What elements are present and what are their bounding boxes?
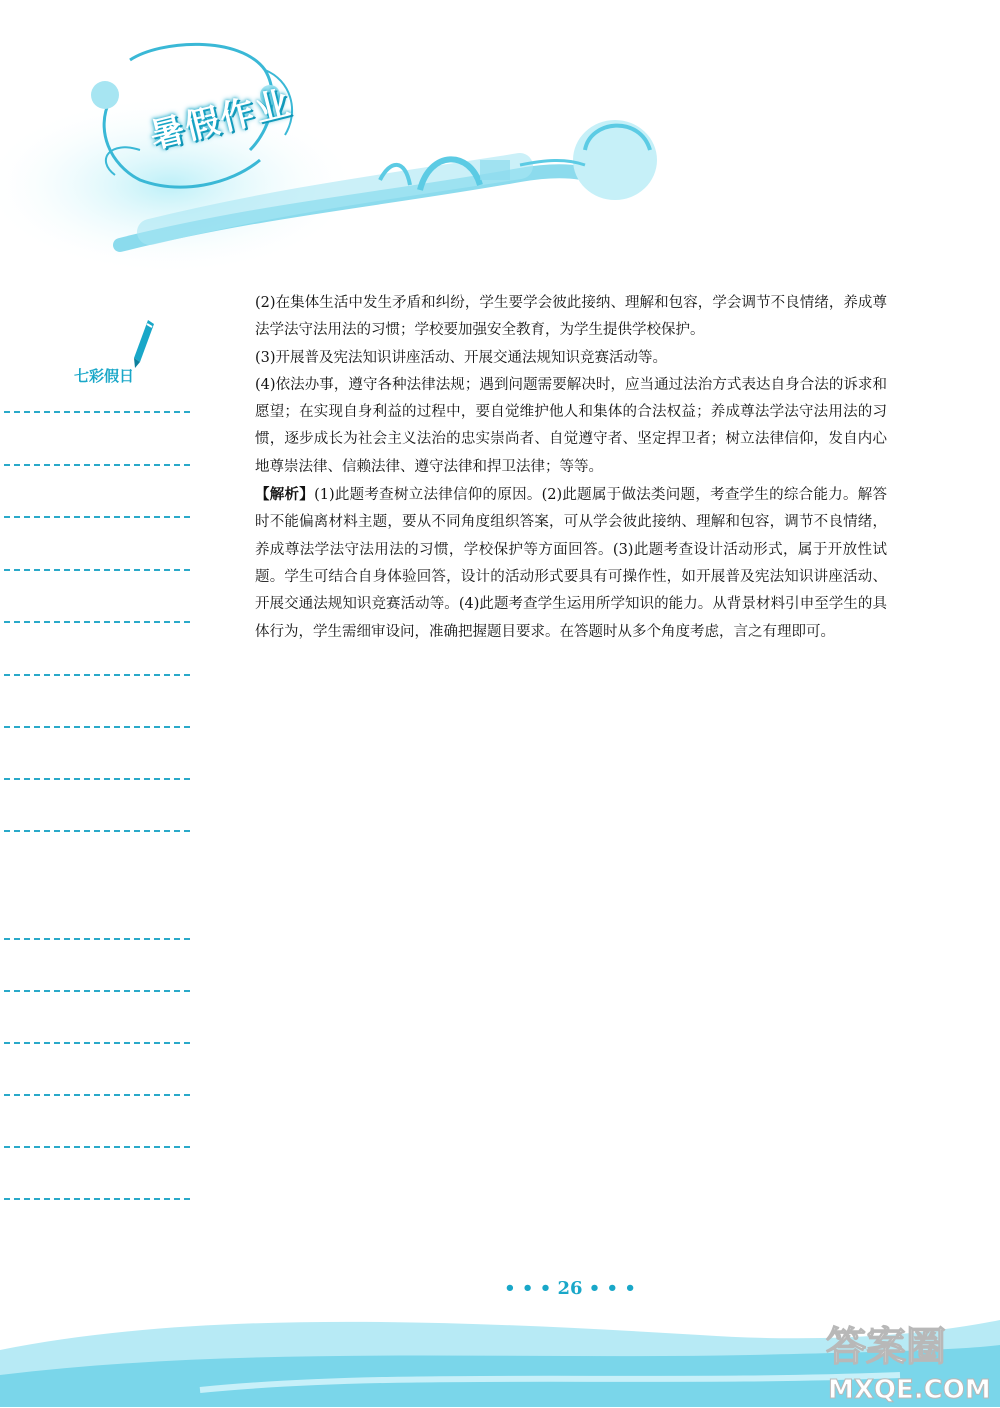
note-line: [4, 726, 190, 728]
svg-text:答案圈: 答案圈: [826, 1324, 946, 1370]
note-line: [4, 1094, 190, 1096]
sidebar-label: 七彩假日: [74, 367, 135, 385]
note-line: [4, 464, 190, 466]
analysis-tag: 【解析】: [255, 486, 315, 504]
answer-paragraph: (3)开展普及宪法知识讲座活动、开展交通法规知识竞赛活动等。: [255, 349, 668, 366]
note-line: [4, 1042, 190, 1044]
answer-paragraph: (2)在集体生活中发生矛盾和纠纷，学生要学会彼此接纳、理解和包容，学会调节不良情绪，养成尊法学法守法用法的习惯；学校要加强安全教育，为学生提供学校保护。: [255, 295, 887, 339]
note-line: [4, 990, 190, 992]
analysis-paragraph: [255, 481, 887, 646]
note-line: [4, 569, 190, 571]
watermark-logo: [822, 1314, 992, 1404]
header-title: 暑假作业: [146, 83, 296, 157]
note-line: [4, 1198, 190, 1200]
note-line: [4, 674, 190, 676]
note-line: [4, 830, 190, 832]
answer-paragraph: (4)依法办事，遵守各种法律法规；遇到问题需要解决时，应当通过法治方式表达自身合法的诉求和愿望；在实现自身利益的过程中，要自觉维护他人和集体的合法权益；养成尊法学法守法用法的习惯，逐步成长为社会主义法治的忠实崇尚者、自觉遵守者、坚定捍卫者；树立法律信仰，发自内心地尊崇法律、信赖法律、遵守法律和捍卫法律；等等。: [255, 376, 887, 475]
note-line: [4, 778, 190, 780]
analysis-text: (1)此题考查树立法律信仰的原因。(2)此题属于做法类问题，考查学生的综合能力。解答时不能偏离材料主题，要从不同角度组织答案，可从学会彼此接纳、理解和包容，调节不良情绪，养成尊法学法守法用法的习惯，学校保护等方面回答。(3)此题考查设计活动形式，属于开放性试题。学生可结合自身体验回答，设计的活动形式要具有可操作性，如开展普及宪法知识讲座活动、开展交通法规知识竞赛活动等。(4)此题考查学生运用所学知识的能力。从背景材料引申至学生的具体行为，学生需细审设问，准确把握题目要求。在答题时从多个角度考虑，言之有理即可。: [255, 487, 888, 640]
note-line: [4, 411, 190, 413]
note-line: [4, 516, 190, 518]
page-number: • • • 26 • • •: [504, 1278, 636, 1299]
note-line: [4, 1146, 190, 1148]
note-line: [4, 938, 190, 940]
pen-icon: [130, 318, 156, 370]
note-line: [4, 621, 190, 623]
answer-content: [255, 290, 887, 646]
header-decoration: [0, 0, 1000, 280]
svg-text:MXQE.COM: MXQE.COM: [828, 1375, 991, 1404]
